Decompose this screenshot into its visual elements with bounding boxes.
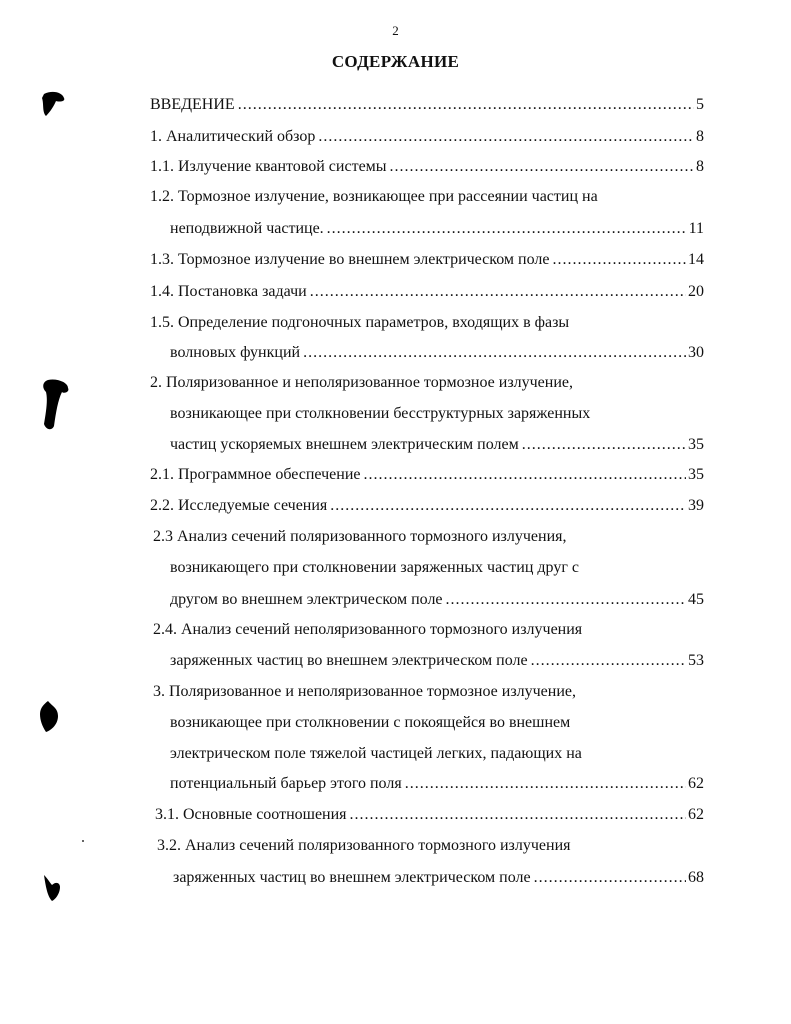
toc-entry-1-2-line-1[interactable]: 1.2. Тормозное излучение, возникающее при рассеянии частиц на [150,188,598,205]
toc-entry-2-1[interactable]: 2.1. Программное обеспечение ..... 35 [150,465,704,485]
toc-entry-3-line-3[interactable]: электрическом поле тяжелой частицей легких, падающих на [170,745,582,762]
toc-entry-3-line-1[interactable]: 3. Поляризованное и неполяризованное тормозное излучение, [153,683,577,700]
toc-page-number: 53 [688,652,704,669]
toc-entry-2-3-line-3[interactable]: другом во внешнем электрическом поле ..... 45 [170,590,704,610]
toc-entry-3-line-4[interactable]: потенциальный барьер этого поля ..... 62 [170,774,704,794]
toc-entry-3-line-2[interactable]: возникающее при столкновении с покоящейся во внешнем [170,714,571,731]
toc-entry-3-2-line-1[interactable]: 3.2. Анализ сечений поляризованного тормозного излучения [157,837,571,854]
toc-page-number: 62 [688,775,704,792]
toc-entry-1-5-line-1[interactable]: 1.5. Определение подгоночных параметров, входящих в фазы [150,314,570,331]
toc-entry-2-line-2[interactable]: возникающее при столкновении бесструктурных заряженных [170,405,591,422]
toc-entry-2-2[interactable]: 2.2. Исследуемые сечения ..... 39 [150,496,704,516]
toc-entry-3-2-line-2[interactable]: заряженных частиц во внешнем электрическом поле ..... 68 [173,868,704,888]
toc-entry-1-3[interactable]: 1.3. Тормозное излучение во внешнем электрическом поле ..... 14 [150,250,704,270]
toc-entry-3-1[interactable]: 3.1. Основные соотношения ..... 62 [155,805,704,825]
page-number: 2 [392,23,399,38]
toc-page-number: 5 [696,96,704,113]
toc-entry-2-4-line-1[interactable]: 2.4. Анализ сечений неполяризованного тормозного излучения [153,621,583,638]
toc-page-number: 30 [688,344,704,361]
toc-page-number: 14 [688,251,704,268]
toc-page-number: 11 [688,220,704,237]
toc-entry-2-4-line-2[interactable]: заряженных частиц во внешнем электрическом поле ..... 53 [170,651,704,671]
toc-page-number: 8 [696,128,704,145]
toc-entry-2-line-1[interactable]: 2. Поляризованное и неполяризованное тормозное излучение, [150,374,574,391]
toc-page-number: 68 [688,869,704,886]
toc-entry-1-2-line-2[interactable]: неподвижной частице. ..... 11 [170,219,704,239]
toc-page-number: 35 [688,466,704,483]
toc-entry-introduction[interactable]: ВВЕДЕНИЕ ..... 5 [150,95,704,115]
toc-entry-1-1[interactable]: 1.1. Излучение квантовой системы ..... 8 [150,157,704,177]
toc-page-number: 8 [696,158,704,175]
toc-entry-2-3-line-2[interactable]: возникающего при столкновении заряженных частиц друг с [170,559,579,576]
toc-page-number: 39 [688,497,704,514]
toc-entry-2-line-3[interactable]: частиц ускоряемых внешнем электрическим полем ..... 35 [170,435,704,455]
toc-page-number: 45 [688,591,704,608]
toc-entry-1[interactable]: 1. Аналитический обзор ..... 8 [150,127,704,147]
toc-page-number: 62 [688,806,704,823]
toc-entry-1-5-line-2[interactable]: волновых функций ..... 30 [170,343,704,363]
toc-page-number: 35 [688,436,704,453]
toc-page-number: 20 [688,283,704,300]
page-title: СОДЕРЖАНИЕ [331,52,460,71]
toc-entry-1-4[interactable]: 1.4. Постановка задачи ..... 20 [150,282,704,302]
toc-entry-2-3-line-1[interactable]: 2.3 Анализ сечений поляризованного тормозного излучения, [153,528,567,545]
